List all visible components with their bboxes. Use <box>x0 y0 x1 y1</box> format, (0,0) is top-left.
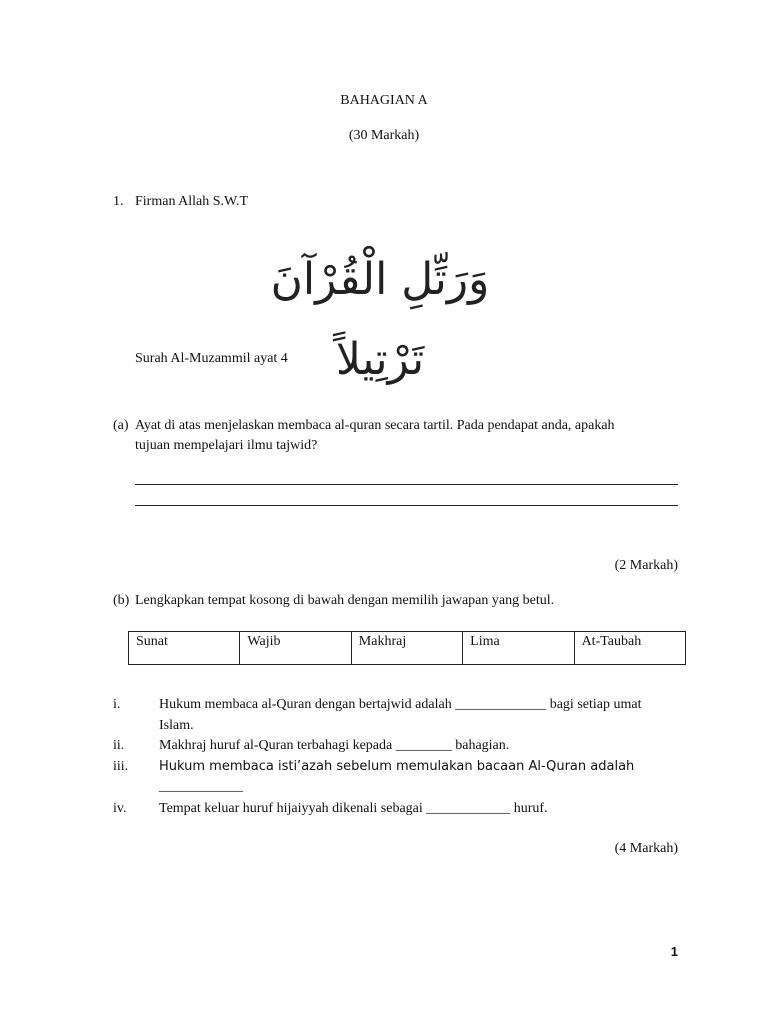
item-number: iv. <box>113 801 127 816</box>
question-number: 1. <box>113 194 124 209</box>
option-cell: Makhraj <box>351 632 462 665</box>
item-number: ii. <box>113 738 125 753</box>
options-row <box>129 632 686 665</box>
item-text: Hukum membaca isti’azah sebelum memulakan bacaan Al-Quran adalah <box>159 759 635 774</box>
part-a-text-line1: Ayat di atas menjelaskan membaca al-quran secara tartil. Pada pendapat anda, apakah <box>135 418 615 433</box>
part-a-label: (a) <box>113 418 129 433</box>
option-cell: Sunat <box>129 632 240 665</box>
answer-line-1[interactable] <box>135 484 678 485</box>
answer-line-2[interactable] <box>135 505 678 506</box>
page-number: 1 <box>670 944 678 959</box>
part-a-marks: (2 Markah) <box>614 558 678 573</box>
item-number: i. <box>113 697 121 712</box>
arabic-verse: وَرَتِّلِ الْقُرْآنَ تَرْتِيلاً <box>270 254 490 385</box>
section-marks: (30 Markah) <box>348 128 420 143</box>
part-b-text: Lengkapkan tempat kosong di bawah dengan memilih jawapan yang betul. <box>135 593 555 608</box>
part-b-label: (b) <box>113 593 130 608</box>
item-number: iii. <box>113 759 129 774</box>
section-title: BAHAGIAN A <box>340 93 428 108</box>
item-text-continued: ____________ <box>159 779 243 794</box>
part-b-marks: (4 Markah) <box>614 841 678 856</box>
item-text-continued: Islam. <box>159 718 194 733</box>
item-text: Hukum membaca al-Quran dengan bertajwid adalah _____________ bagi setiap umat <box>159 697 642 712</box>
options-table <box>128 631 686 665</box>
item-text: Makhraj huruf al-Quran terbahagi kepada ________ bahagian. <box>159 738 510 753</box>
option-cell: At-Taubah <box>574 632 685 665</box>
part-a-text-line2: tujuan mempelajari ilmu tajwid? <box>135 438 318 453</box>
verse-reference: Surah Al-Muzammil ayat 4 <box>135 351 288 366</box>
option-cell: Lima <box>463 632 574 665</box>
option-cell: Wajib <box>240 632 351 665</box>
item-text: Tempat keluar huruf hijaiyyah dikenali sebagai ____________ huruf. <box>159 801 548 816</box>
question-intro: Firman Allah S.W.T <box>135 194 249 209</box>
